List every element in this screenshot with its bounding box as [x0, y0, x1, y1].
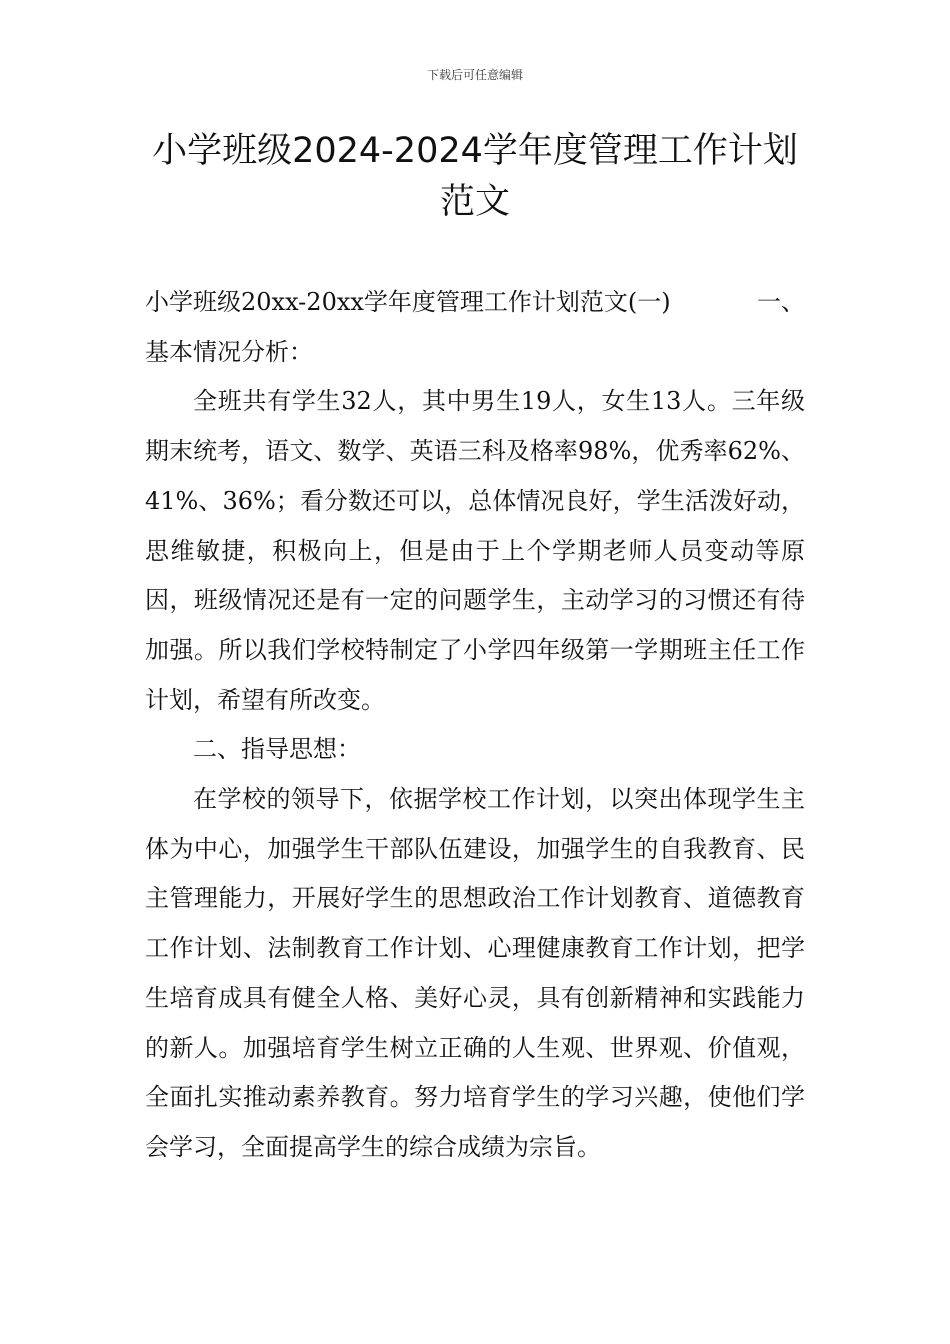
paragraph-situation: 全班共有学生32人，其中男生19人，女生13人。三年级期末统考，语文、数学、英语三科及格率98%，优秀率62%、41%、36%；看分数还可以，总体情况良好，学生活泼好动，思维敏捷，积极向上，但是由于上个学期老师人员变动等原因，班级情况还是有一定的问题学生，主动学习的习惯还有待加强。所以我们学校特制定了小学四年级第一学期班主任工作计划，希望有所改变。: [145, 387, 805, 714]
section1-heading: 基本情况分析：: [145, 337, 313, 366]
title-line-1: 小学班级2024-2024学年度管理工作计划: [152, 131, 798, 171]
header-note: 下载后可任意编辑: [426, 68, 523, 82]
document-title: [100, 126, 850, 228]
section1-number: 一、: [757, 288, 805, 316]
title-line-2: 范文: [439, 182, 510, 222]
intro-line: [145, 278, 805, 328]
intro-text: 小学班级20xx-20xx学年度管理工作计划范文(一): [145, 288, 671, 316]
section2-heading: 二、指导思想：: [193, 735, 361, 764]
paragraph-guiding-thought: 在学校的领导下，依据学校工作计划，以突出体现学生主体为中心，加强学生干部队伍建设，加强学生的自我教育、民主管理能力，开展好学生的思想政治工作计划教育、道德教育工作计划、法制教育工作计划、心理健康教育工作计划，把学生培育成具有健全人格、美好心灵，具有创新精神和实践能力的新人。加强培育学生树立正确的人生观、世界观、价值观，全面扎实推动素养教育。努力培育学生的学习兴趣，使他们学会学习，全面提高学生的综合成绩为宗旨。: [145, 785, 805, 1161]
document-body: [145, 278, 805, 1173]
